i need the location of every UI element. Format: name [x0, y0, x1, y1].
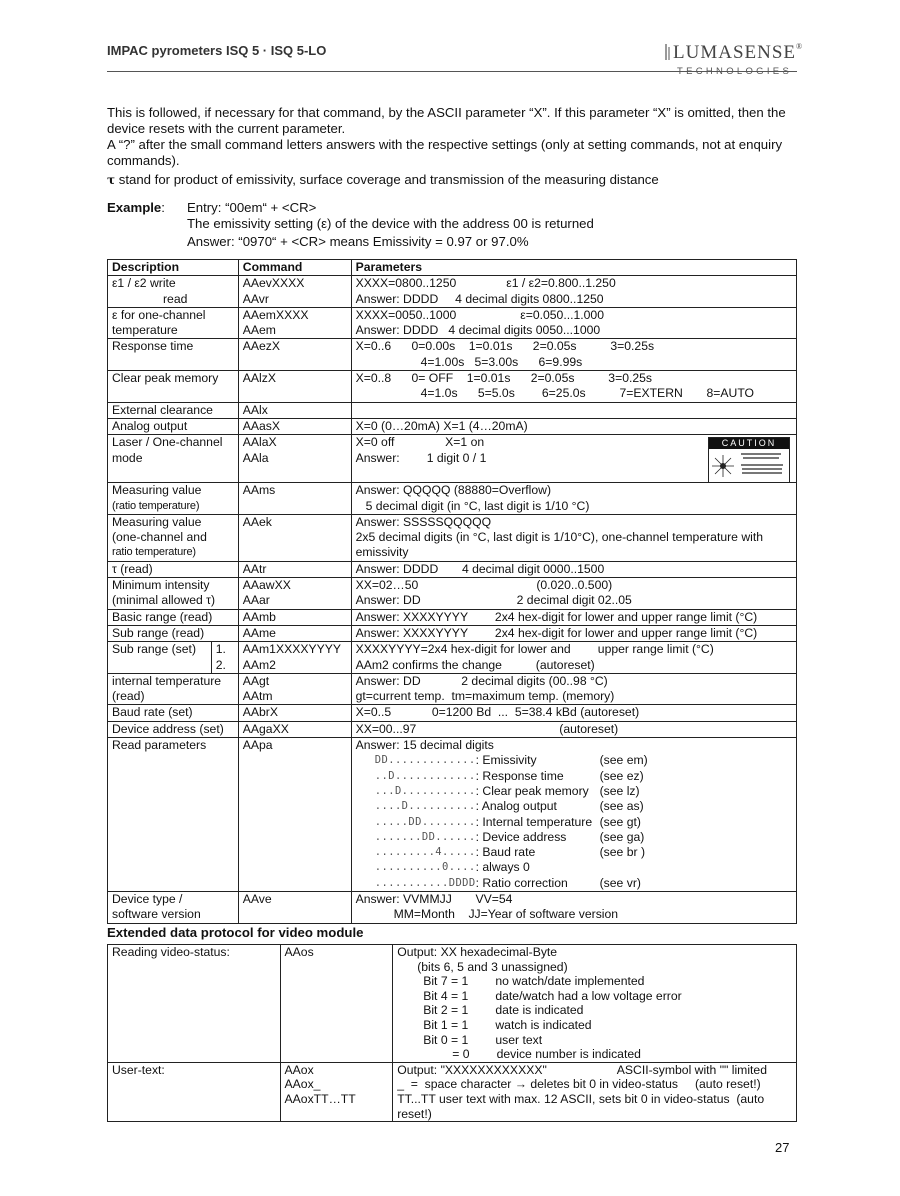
- digit-mask: ..D............: [374, 769, 476, 782]
- param-text: emissivity: [355, 545, 409, 560]
- command-code: AAla: [242, 450, 269, 465]
- param-text: XXXXYYYY=2x4 hex-digit for lower and upper range limit (°C): [355, 642, 714, 657]
- digit-mask: ..........0....: [374, 861, 476, 874]
- row-description: [108, 514, 239, 561]
- section-title: Extended data protocol for video module: [107, 925, 364, 940]
- parameter-reference: (see ga): [599, 829, 645, 844]
- table-row: [108, 561, 797, 577]
- desc-line: Measuring value: [112, 483, 202, 498]
- read-parameter-line: [356, 860, 792, 875]
- row-command: AAos: [280, 945, 393, 1063]
- laser-warning-icon: [709, 449, 787, 481]
- param-text: Bit 0 = 1 user text: [423, 1032, 543, 1047]
- table-row: [108, 721, 797, 737]
- row-command: [238, 307, 351, 339]
- table-row: [108, 738, 797, 892]
- param-text: ASCII-symbol with "" limited: [616, 1062, 767, 1077]
- row-description: Baud rate (set): [108, 705, 239, 721]
- row-command: [238, 673, 351, 705]
- lumasense-logo: [655, 40, 804, 82]
- param-text: X=0..8 0= OFF 1=0.01s 2=0.05s 3=0.25s: [355, 371, 653, 386]
- logo-wordmark-text: LUMASENSE: [673, 42, 797, 63]
- param-text: Bit 1 = 1 watch is indicated: [423, 1017, 592, 1032]
- digit-mask: ...D...........: [374, 784, 476, 797]
- parameter-reference: (see ez): [599, 768, 644, 783]
- intro-paragraph-3: [107, 172, 797, 188]
- command-code: AAem: [242, 323, 276, 338]
- param-text: ε1 / ε2=0.800..1.250: [506, 276, 616, 291]
- row-description: [108, 435, 239, 483]
- param-text: 2x5 decimal digits (in °C, last digit is 1/10°C), one-channel temperature with: [355, 530, 764, 545]
- command-code: AAox_: [284, 1077, 321, 1092]
- table-row: [108, 625, 797, 641]
- desc-line: mode: [112, 450, 143, 465]
- command-code: AAox: [284, 1062, 314, 1077]
- document-header-title: IMPAC pyrometers ISQ 5 · ISQ 5-LO: [107, 43, 327, 58]
- row-parameters: Answer: XXXXYYYY 2x4 hex-digit for lower and upper range limit (°C): [351, 609, 796, 625]
- row-parameters: [351, 673, 796, 705]
- desc-line: Sub range (set): [112, 642, 197, 657]
- row-description: Response time: [108, 339, 239, 371]
- row-description: [108, 483, 239, 515]
- param-text: Answer: SSSSSQQQQQ: [355, 514, 492, 529]
- row-parameters: Answer: DDDD 4 decimal digit 0000..1500: [351, 561, 796, 577]
- read-parameter-line: [356, 753, 792, 768]
- header-parameters: Parameters: [351, 260, 796, 276]
- page-number: 27: [775, 1140, 790, 1155]
- row-command: AAms: [238, 483, 351, 515]
- row-parameters: [351, 578, 796, 610]
- param-text: 5 decimal digit (in °C, last digit is 1/10 °C): [365, 498, 590, 513]
- row-command: [280, 1062, 393, 1121]
- video-protocol-table: [107, 944, 797, 1122]
- param-text: _ = space character → deletes bit 0 in video-status (auto reset!): [397, 1077, 761, 1092]
- table-row: [108, 1062, 797, 1121]
- param-text: Answer: VVMMJJ VV=54: [355, 891, 513, 906]
- row-parameters: X=0..5 0=1200 Bd ... 5=38.4 kBd (autoreset): [351, 705, 796, 721]
- command-code: AAemXXXX: [242, 307, 309, 322]
- desc-line: ε1 / ε2 write: [112, 276, 176, 291]
- desc-line: ε for one-channel: [112, 307, 206, 322]
- intro-paragraph-3-text: stand for product of emissivity, surface coverage and transmission of the measuring distance: [115, 172, 659, 187]
- desc-line: (minimal allowed τ): [112, 593, 216, 608]
- table-row: [108, 339, 797, 371]
- table-row: [108, 371, 797, 403]
- parameter-name: : Response time: [475, 768, 564, 783]
- read-parameter-line: [356, 784, 792, 799]
- command-code: AAevXXXX: [242, 276, 305, 291]
- row-command: [238, 578, 351, 610]
- parameter-reference: (see em): [599, 753, 648, 768]
- row-parameters: [351, 483, 796, 515]
- param-text: Answer: 1 digit 0 / 1: [355, 450, 487, 465]
- param-text: Answer: DD: [355, 593, 421, 608]
- parameter-reference: (see br ): [599, 845, 646, 860]
- row-parameters: [351, 721, 796, 737]
- row-command: [238, 642, 351, 674]
- row-command: AAme: [238, 625, 351, 641]
- read-parameter-line: [356, 830, 792, 845]
- parameter-name: : Clear peak memory: [475, 783, 589, 798]
- digit-mask: .......DD......: [374, 830, 476, 843]
- row-description: [108, 673, 239, 705]
- desc-line: read: [163, 291, 188, 306]
- read-parameter-line: [356, 799, 792, 814]
- row-description: Basic range (read): [108, 609, 239, 625]
- row-command: AAgaXX: [238, 721, 351, 737]
- param-text: Bit 4 = 1 date/watch had a low voltage error: [423, 988, 682, 1003]
- table-row: [108, 483, 797, 515]
- desc-line: (one-channel and: [112, 530, 207, 545]
- row-description: Read parameters: [108, 738, 239, 892]
- param-text: 2 decimal digit 02..05: [516, 593, 632, 608]
- parameter-name: : Internal temperature: [475, 814, 593, 829]
- desc-line: ratio temperature): [112, 546, 196, 559]
- row-parameters: Answer: XXXXYYYY 2x4 hex-digit for lower and upper range limit (°C): [351, 625, 796, 641]
- command-code: AAoxTT…TT: [284, 1091, 356, 1106]
- row-command: AAezX: [238, 339, 351, 371]
- row-parameters: [351, 514, 796, 561]
- desc-line: temperature: [112, 323, 178, 338]
- param-text: (0.020..0.500): [536, 578, 613, 593]
- param-text: XXXX=0800..1250: [355, 276, 457, 291]
- row-description: Sub range (read): [108, 625, 239, 641]
- row-command: AAlzX: [238, 371, 351, 403]
- desc-line: (ratio temperature): [112, 499, 200, 512]
- param-text: X=0 off X=1 on: [355, 435, 485, 450]
- read-parameter-line: [356, 876, 792, 891]
- param-text: Bit 7 = 1 no watch/date implemented: [423, 974, 645, 989]
- param-text: Answer: 15 decimal digits: [355, 738, 494, 753]
- row-command: AAasX: [238, 418, 351, 434]
- desc-line: software version: [112, 907, 201, 922]
- logo-trademark: ®: [796, 42, 804, 51]
- row-command: [238, 435, 351, 483]
- param-text: AAm2 confirms the change (autoreset): [355, 657, 595, 672]
- table-row: [108, 705, 797, 721]
- param-text: gt=current temp. tm=maximum temp. (memory): [355, 689, 615, 704]
- step-number: 1.: [215, 642, 226, 657]
- param-text: ε=0.050...1.000: [520, 307, 604, 322]
- digit-mask: ....D..........: [374, 800, 476, 813]
- table-row: [108, 307, 797, 339]
- param-text: XXXX=0050..1000: [355, 307, 457, 322]
- row-command: AAlx: [238, 402, 351, 418]
- param-text: X=0..6 0=0.00s 1=0.01s 2=0.05s 3=0.25s: [355, 339, 655, 354]
- param-text: (bits 6, 5 and 3 unassigned): [417, 959, 568, 974]
- example-label: Example:: [107, 200, 165, 215]
- parameter-reference: (see as): [599, 799, 644, 814]
- command-code: AAtm: [242, 689, 273, 704]
- parameter-name: : Ratio correction: [475, 875, 568, 890]
- header-divider: [107, 71, 797, 72]
- param-text: (autoreset): [559, 721, 619, 736]
- row-parameters: [393, 1062, 797, 1121]
- row-description: [108, 276, 239, 308]
- row-parameters: [393, 945, 797, 1063]
- row-description: [108, 642, 239, 674]
- param-text: reset!): [397, 1106, 432, 1121]
- example-line-1: Entry: “00em“ + <CR>: [187, 200, 317, 215]
- param-text: 4=1.0s 5=5.0s 6=25.0s 7=EXTERN 8=AUTO: [420, 386, 755, 401]
- row-parameters: X=0 (0…20mA) X=1 (4…20mA): [351, 418, 796, 434]
- row-parameters: [351, 371, 796, 403]
- param-text: Bit 2 = 1 date is indicated: [423, 1003, 584, 1018]
- row-description: Device address (set): [108, 721, 239, 737]
- row-description: [108, 578, 239, 610]
- param-text: 4=1.00s 5=3.00s 6=9.99s: [420, 354, 583, 369]
- row-command: AAve: [238, 891, 351, 923]
- parameter-name: : Analog output: [475, 799, 557, 814]
- read-parameter-list: [356, 753, 792, 891]
- row-parameters: [351, 307, 796, 339]
- table-header-row: [108, 260, 797, 276]
- row-parameters: [351, 435, 796, 483]
- command-code: AAawXX: [242, 578, 291, 593]
- parameter-name: : always 0: [475, 860, 530, 875]
- table-row: [108, 945, 797, 1063]
- read-parameter-line: [356, 845, 792, 860]
- desc-line: Device type /: [112, 891, 183, 906]
- step-numbers: [211, 642, 238, 673]
- row-command: [238, 276, 351, 308]
- table-row: [108, 514, 797, 561]
- table-row: [108, 673, 797, 705]
- logo-wordmark: [673, 42, 803, 64]
- command-code: AAar: [242, 593, 270, 608]
- param-text: Answer: QQQQQ (88880=Overflow): [355, 483, 552, 498]
- row-command: AAek: [238, 514, 351, 561]
- digit-mask: .........4.....: [374, 846, 476, 859]
- row-description: Reading video-status:: [108, 945, 281, 1063]
- command-code: AAgt: [242, 673, 270, 688]
- param-text: XX=02…50: [355, 578, 419, 593]
- param-text: Answer: DDDD 4 decimal digits 0800..1250: [355, 291, 604, 306]
- table-row: [108, 418, 797, 434]
- header-command: Command: [238, 260, 351, 276]
- table-row: [108, 402, 797, 418]
- caution-title: CAUTION: [709, 438, 789, 449]
- command-code: AAvr: [242, 291, 269, 306]
- table-row: [108, 891, 797, 923]
- table-row: [108, 609, 797, 625]
- digit-mask: .....DD........: [374, 815, 476, 828]
- command-table: [107, 259, 797, 924]
- tau-symbol: τ: [107, 173, 116, 187]
- intro-paragraph-1: This is followed, if necessary for that command, by the ASCII parameter “X”. If this parameter “X” is omitted, then the device resets with the current parameter.: [107, 105, 786, 136]
- parameter-name: : Emissivity: [475, 753, 537, 768]
- param-text: XX=00...97: [355, 721, 417, 736]
- row-command: AAmb: [238, 609, 351, 625]
- parameter-reference: (see gt): [599, 814, 641, 829]
- param-text: MM=Month JJ=Year of software version: [393, 907, 619, 922]
- example-label-text: Example: [107, 200, 162, 215]
- table-row: [108, 642, 797, 674]
- step-number: 2.: [215, 657, 226, 672]
- logo-subtitle: TECHNOLOGIES: [677, 66, 793, 77]
- row-command: AAtr: [238, 561, 351, 577]
- example-line-2: The emissivity setting (ε) of the device with the address 00 is returned: [187, 216, 594, 231]
- param-text: Output: XX hexadecimal-Byte: [397, 945, 558, 959]
- row-parameters: [351, 642, 796, 674]
- laser-caution-label: [708, 437, 790, 483]
- table-row: [108, 276, 797, 308]
- desc-line: Laser / One-channel: [112, 435, 223, 450]
- param-text: Answer: DDDD 4 decimal digits 0050...1000: [355, 323, 601, 338]
- desc-line: (read): [112, 689, 145, 704]
- table-row: [108, 578, 797, 610]
- row-parameters: [351, 402, 796, 418]
- digit-mask: ...........DDDD: [374, 876, 476, 889]
- command-code: AAm1XXXXYYYY: [242, 642, 341, 657]
- param-text: Answer: DD 2 decimal digits (00..98 °C): [355, 673, 608, 688]
- desc-line: Measuring value: [112, 514, 202, 529]
- row-description: [108, 891, 239, 923]
- row-description: τ (read): [108, 561, 239, 577]
- table-row: [108, 435, 797, 483]
- row-parameters: [351, 276, 796, 308]
- row-description: Clear peak memory: [108, 371, 239, 403]
- digit-mask: DD.............: [374, 754, 476, 767]
- row-command: AApa: [238, 738, 351, 892]
- logo-mark-icon: [663, 42, 673, 62]
- row-parameters: [351, 891, 796, 923]
- row-parameters: [351, 738, 796, 892]
- row-description: Analog output: [108, 418, 239, 434]
- parameter-reference: (see lz): [599, 783, 640, 798]
- desc-line: internal temperature: [112, 673, 222, 688]
- param-text: = 0 device number is indicated: [452, 1047, 641, 1062]
- parameter-name: : Device address: [475, 829, 567, 844]
- read-parameter-line: [356, 815, 792, 830]
- param-text: TT...TT user text with max. 12 ASCII, sets bit 0 in video-status (auto: [397, 1091, 765, 1106]
- row-description: [108, 307, 239, 339]
- read-parameter-line: [356, 769, 792, 784]
- parameter-name: : Baud rate: [475, 845, 536, 860]
- intro-paragraph-2: A “?” after the small command letters answers with the respective settings (only at setting commands, not at enquiry commands).: [107, 137, 783, 168]
- command-code: AAlaX: [242, 435, 277, 450]
- parameter-reference: (see vr): [599, 875, 641, 890]
- row-command: AAbrX: [238, 705, 351, 721]
- row-parameters: [351, 339, 796, 371]
- param-text: Output: "XXXXXXXXXXXX": [397, 1062, 547, 1077]
- desc-line: Minimum intensity: [112, 578, 210, 593]
- row-description: User-text:: [108, 1062, 281, 1121]
- example-line-3: Answer: “0970“ + <CR> means Emissivity = 0.97 or 97.0%: [187, 234, 529, 249]
- command-code: AAm2: [242, 657, 276, 672]
- row-description: External clearance: [108, 402, 239, 418]
- header-description: Description: [108, 260, 239, 276]
